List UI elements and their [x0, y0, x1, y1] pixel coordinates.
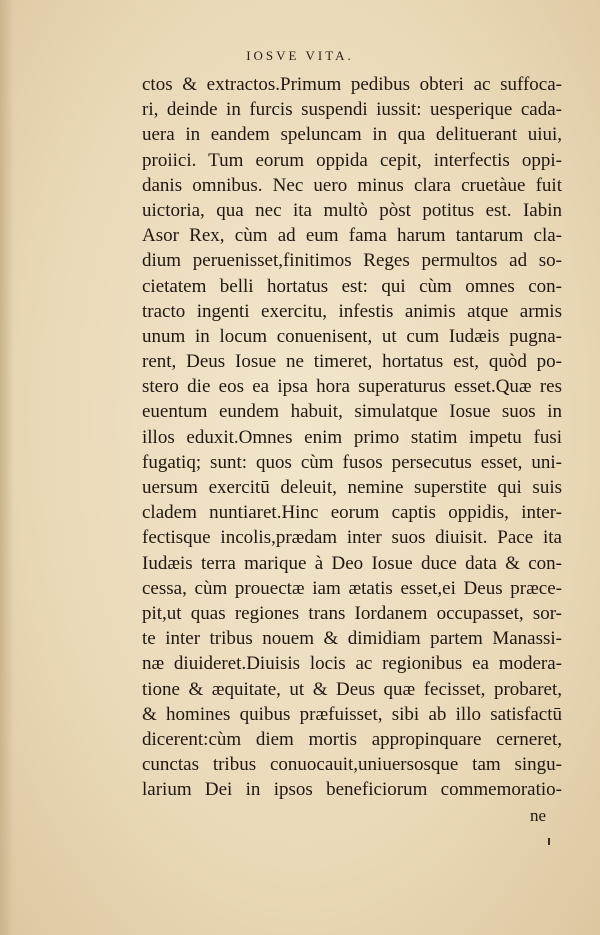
running-head: IOSVE VITA.: [246, 48, 354, 63]
text-line: danis omnibus. Nec uero minus clara cruetàue fuit: [142, 174, 562, 196]
text-line: cessa, cùm prouectæ iam ætatis esset,ei Deus præce-: [142, 577, 562, 599]
text-line: & homines quibus præfuisset, sibi ab illo satisfactū: [142, 703, 562, 725]
catchword: ne: [530, 806, 547, 825]
text-line: fectisque incolis,prædam inter suos diuisit. Pace ita: [142, 527, 562, 549]
body-text: [142, 72, 562, 802]
text-line: illos eduxit.Omnes enim primo statim impetu fusi: [142, 426, 562, 448]
text-line: fugatiq; sunt: quos cùm fusos persecutus esset, uni-: [142, 451, 562, 473]
text-line: ri, deinde in furcis suspendi iussit: uesperique cada-: [142, 99, 562, 121]
text-line: dium peruenisset,finitimos Reges permultos ad so-: [142, 250, 562, 272]
text-line: pit,ut quas regiones trans Iordanem occupasset, sor-: [142, 602, 562, 624]
text-line: euentum eundem habuit, simulatque Iosue suos in: [142, 401, 562, 423]
text-line: tione & æquitate, ut & Deus quæ fecisset, probaret,: [142, 678, 562, 700]
text-line: cietatem belli hortatus est: qui cùm omnes con-: [142, 275, 562, 297]
text-line: uictoria, qua nec ita multò pòst potitus est. Iabin: [142, 199, 562, 221]
text-line: stero die eos ea ipsa hora superaturus esset.Quæ res: [142, 376, 562, 398]
text-line: uersum exercitū deleuit, nemine superstite qui suis: [142, 477, 562, 498]
text-line: næ diuideret.Diuisis locis ac regionibus ea modera-: [142, 653, 562, 675]
text-line: rent, Deus Iosue ne timeret, hortatus est, quòd po-: [142, 351, 562, 373]
gutter-shadow: [0, 0, 14, 935]
signature-mark: [548, 838, 550, 845]
text-line: dicerent:cùm diem mortis appropinquare cerneret,: [142, 728, 562, 750]
text-line: tracto ingenti exercitu, infestis animis atque armis: [142, 300, 562, 322]
text-line: cladem nuntiaret.Hinc eorum captis oppidis, inter-: [142, 502, 562, 524]
text-line: larium Dei in ipsos beneficiorum commemoratio-: [142, 779, 562, 801]
text-line: te inter tribus nouem & dimidiam partem Manassi-: [142, 628, 562, 650]
text-line: cunctas tribus conuocauit,uniuersosque tam singu-: [142, 754, 562, 776]
text-line: Asor Rex, cùm ad eum fama harum tantarum cla-: [142, 225, 562, 247]
text-line: unum in locum conuenisent, ut cum Iudæis pugna-: [142, 325, 562, 347]
text-line: proiici. Tum eorum oppida cepit, interfectis oppi-: [142, 149, 562, 171]
text-line: Iudæis terra marique à Deo Iosue duce data & con-: [142, 552, 562, 574]
text-line: uera in eandem speluncam in qua delituerant uiui,: [142, 124, 562, 146]
text-line: ctos & extractos.Primum pedibus obteri ac suffoca-: [142, 74, 562, 95]
